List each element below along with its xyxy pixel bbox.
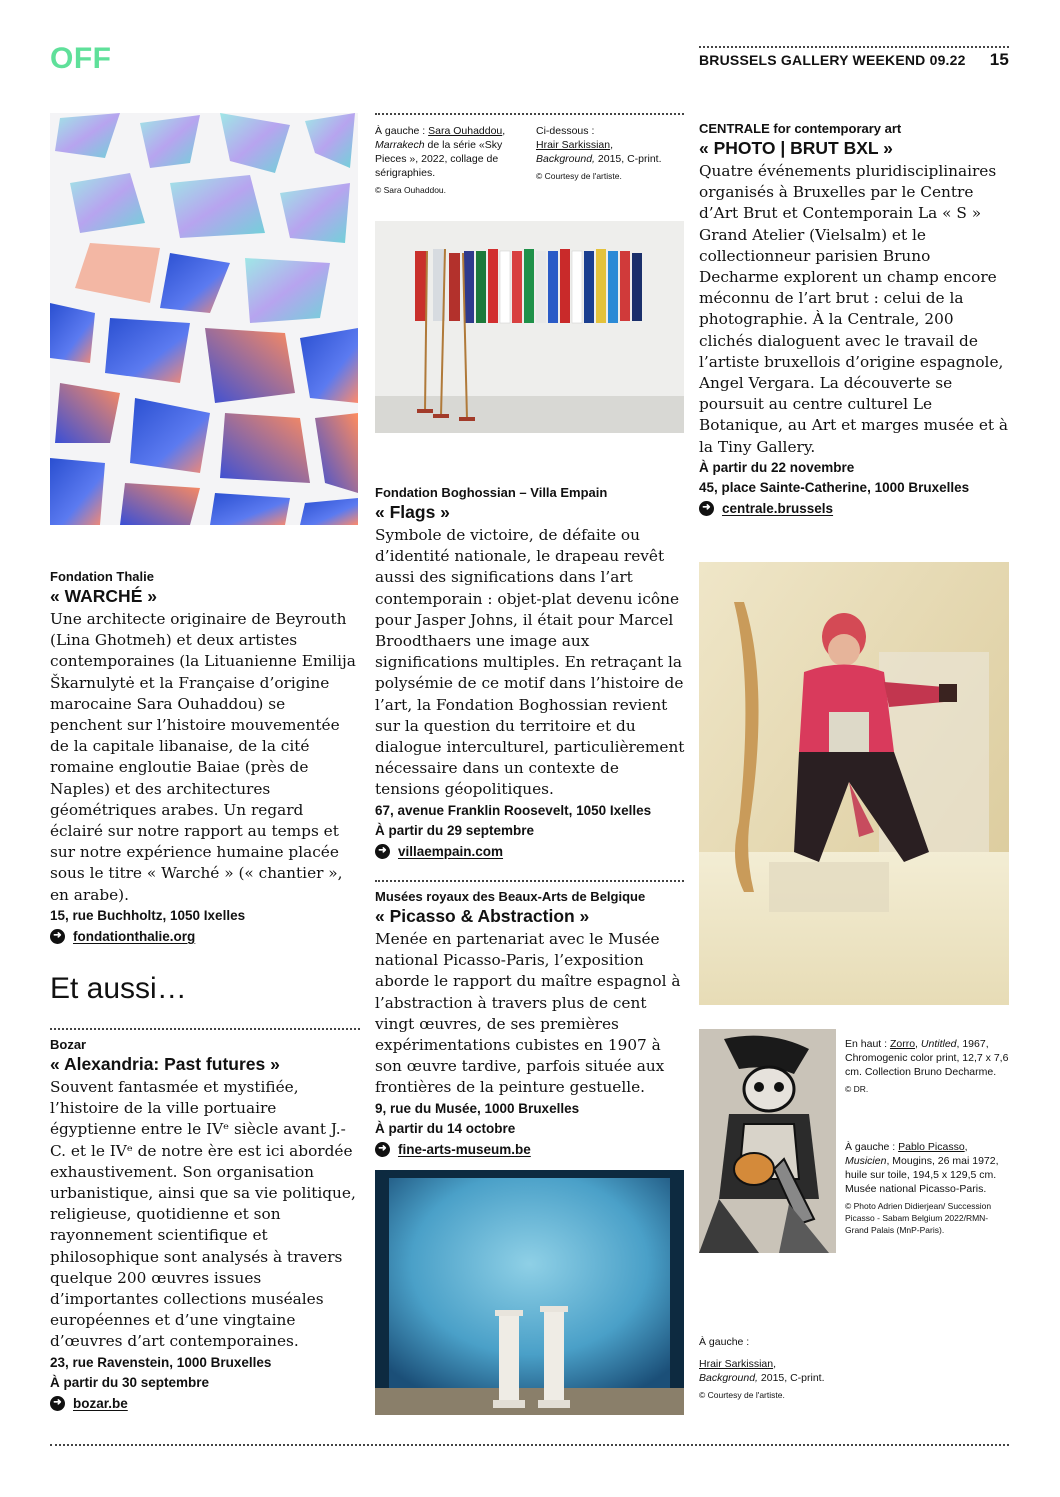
website-link[interactable] bbox=[50, 1393, 360, 1414]
work-title: Musicien bbox=[845, 1155, 887, 1167]
artist-name: Hrair Sarkissian bbox=[536, 139, 611, 151]
footer-dotted-rule bbox=[50, 1444, 1009, 1446]
address: 15, rue Buchholtz, 1050 Ixelles bbox=[50, 907, 246, 923]
publication-title: BRUSSELS GALLERY WEEKEND 09.22 bbox=[699, 52, 966, 68]
website-link[interactable] bbox=[50, 926, 360, 947]
work-title: Background, bbox=[699, 1372, 758, 1384]
caption-picasso: À gauche : Pablo Picasso, Musicien, Mougins, 26 mai 1972, huile sur toile, 194,5 x 129,5 cm. Musée national Picasso-Paris. © Photo Adrien Didierjean/ Succession Picasso - Sabam Belgium 2022/RMN-Grand Palais (MnP-Paris). bbox=[845, 1140, 1009, 1236]
website-link[interactable] bbox=[375, 841, 685, 862]
flags-installation-image bbox=[375, 221, 684, 433]
work-title: Marrakech bbox=[375, 139, 425, 151]
divider bbox=[375, 113, 684, 115]
picasso-musicien-image bbox=[699, 1029, 836, 1253]
divider bbox=[375, 880, 684, 882]
arrow-circle-icon: ➜ bbox=[699, 501, 714, 516]
website-link[interactable] bbox=[375, 1139, 687, 1160]
address: 9, rue du Musée, 1000 Bruxelles bbox=[375, 1100, 580, 1116]
et-aussi-heading: Et aussi… bbox=[50, 972, 187, 1005]
venue-name: Fondation Boghossian – Villa Empain bbox=[375, 485, 608, 500]
link-text: fondationthalie.org bbox=[73, 928, 196, 944]
address: 23, rue Ravenstein, 1000 Bruxelles bbox=[50, 1354, 272, 1370]
opening-date: À partir du 22 novembre bbox=[699, 459, 855, 475]
venue-name: Fondation Thalie bbox=[50, 569, 154, 584]
article-centrale bbox=[699, 121, 1009, 519]
zorro-photo-image bbox=[699, 562, 1009, 1005]
divider bbox=[50, 1028, 360, 1030]
exhibition-title: « Flags » bbox=[375, 502, 450, 522]
photo-credit: © Photo Adrien Didierjean/ Succession Picasso - Sabam Belgium 2022/RMN-Grand Palais (MnP-Paris). bbox=[845, 1201, 992, 1235]
caption-ouhaddou: À gauche : Sara Ouhaddou, Marrakech de la série «Sky Pieces », 2022, collage de sérigraphies. © Sara Ouhaddou. bbox=[375, 124, 515, 196]
article-boghossian bbox=[375, 485, 685, 862]
venue-name: Musées royaux des Beaux-Arts de Belgique bbox=[375, 889, 646, 904]
caption-sarkissian-top: Ci-dessous : Hrair Sarkissian, Background, 2015, C-print. © Courtesy de l'artiste. bbox=[536, 124, 681, 182]
address: 67, avenue Franklin Roosevelt, 1050 Ixelles bbox=[375, 802, 652, 818]
page-number: 15 bbox=[989, 50, 1009, 69]
website-link[interactable] bbox=[699, 498, 1009, 519]
arrow-circle-icon: ➜ bbox=[50, 929, 65, 944]
photo-credit: © Courtesy de l'artiste. bbox=[699, 1390, 785, 1400]
opening-date: À partir du 29 septembre bbox=[375, 822, 535, 838]
article-thalie bbox=[50, 569, 360, 947]
photo-credit: © DR. bbox=[845, 1084, 869, 1094]
opening-date: À partir du 30 septembre bbox=[50, 1374, 210, 1390]
work-title: Background, bbox=[536, 153, 595, 165]
artist-name: Hrair Sarkissian bbox=[699, 1358, 774, 1370]
sarkissian-background-image bbox=[375, 1170, 684, 1415]
artist-name: Zorro bbox=[889, 1038, 916, 1050]
venue-name: Bozar bbox=[50, 1037, 87, 1052]
photo-credit: © Courtesy de l'artiste. bbox=[536, 171, 622, 181]
article-musees bbox=[375, 889, 687, 1160]
exhibition-title: « WARCHÉ » bbox=[50, 586, 157, 606]
article-body: Quatre événements pluridisciplinaires organisés à Bruxelles par le Centre d’Art Brut et Contemporain La « S » Grand Atelier (Vielsalm) et le collectionneur parisien Bruno Decharme explorent un champ encore méconnu de l’art brut : celui de la photographie. À la Centrale, 200 clichés dialoguent avec le travail de l’artiste bruxellois d’origine espagnole, Angel Vergara. La découverte se poursuit au centre culturel Le Botanique, au Art et marges musée et à la Tiny Gallery. bbox=[699, 162, 1009, 456]
caption-sarkissian-bottom: À gauche : Hrair Sarkissian, Background, 2015, C-print. © Courtesy de l'artiste. bbox=[699, 1335, 859, 1401]
opening-date: À partir du 14 octobre bbox=[375, 1120, 516, 1136]
section-tag: OFF bbox=[50, 42, 112, 75]
ouhaddou-artwork-image bbox=[50, 113, 358, 525]
artist-name: Pablo Picasso bbox=[898, 1141, 965, 1153]
header-dotted-rule bbox=[699, 46, 1009, 48]
article-body: Menée en partenariat avec le Musée national Picasso-Paris, l’exposition aborde le rapport du maître espagnol à l’abstraction à travers plus de cent vingt œuvres, de ses premières expérimentations cubistes en 1907 à son œuvre tardive, parfois située aux frontières de la peinture gestuelle. bbox=[375, 930, 681, 1097]
arrow-circle-icon: ➜ bbox=[50, 1396, 65, 1411]
link-text: fine-arts-museum.be bbox=[398, 1141, 531, 1157]
article-body: Une architecte originaire de Beyrouth (Lina Ghotmeh) et deux artistes contemporaines (la Lituanienne Emilija Škarnulytė et la Française d’origine marocaine Sara Ouhaddou) se penchent sur l’histoire mouvementée de la capitale libanaise, de la cité romaine engloutie Baiae (près de Naples) et des architectures géométriques arabes. Un regard éclairé sur notre rapport au temps et sur notre expérience humaine placée sous le titre « Warché » (« chantier », en arabe). bbox=[50, 610, 356, 904]
link-text: bozar.be bbox=[73, 1395, 128, 1411]
address: 45, place Sainte-Catherine, 1000 Bruxelles bbox=[699, 479, 970, 495]
link-text: centrale.brussels bbox=[722, 500, 834, 516]
caption-zorro: En haut : Zorro, Untitled, 1967, Chromogenic color print, 12,7 x 7,6 cm. Collection Bruno Decharme. © DR. bbox=[845, 1038, 1009, 1094]
arrow-circle-icon: ➜ bbox=[375, 1142, 390, 1157]
article-bozar bbox=[50, 1037, 360, 1414]
exhibition-title: « Picasso & Abstraction » bbox=[375, 906, 590, 926]
running-header bbox=[699, 52, 1009, 70]
artist-name: Sara Ouhaddou bbox=[428, 125, 503, 137]
venue-name: CENTRALE for contemporary art bbox=[699, 121, 902, 136]
link-text: villaempain.com bbox=[398, 843, 504, 859]
work-title: Untitled bbox=[920, 1038, 957, 1050]
arrow-circle-icon: ➜ bbox=[375, 844, 390, 859]
article-body: Souvent fantasmée et mystifiée, l’histoire de la ville portuaire égyptienne entre le IVᵉ siècle avant J.-C. et le IVᵉ de notre ère est ici abordée exhaustivement. Son organisation urbanistique, ainsi que sa vie politique, religieuse, quotidienne et son rayonnement scientifique et philosophique sont analysés à travers quelque 200 œuvres issues d’importantes collections muséales européennes et d’une vingtaine d’œuvres d’art contemporaines. bbox=[50, 1078, 356, 1351]
photo-credit: © Sara Ouhaddou. bbox=[375, 185, 447, 195]
exhibition-title: « Alexandria: Past futures » bbox=[50, 1054, 280, 1074]
article-body: Symbole de victoire, de défaite ou d’identité nationale, le drapeau revêt aussi des significations dans l’art contemporain : objet-plat devenu icône pour Jasper Johns, il était pour Marcel Broodthaers une image aux significations multiples. En retraçant la polysémie de ce motif dans l’histoire de l’art, la Fondation Boghossian revient sur la question du territoire et du dialogue interculturel, particulièrement nécessaire dans un contexte de tensions géopolitiques. bbox=[375, 526, 685, 799]
exhibition-title: « PHOTO | BRUT BXL » bbox=[699, 138, 893, 158]
